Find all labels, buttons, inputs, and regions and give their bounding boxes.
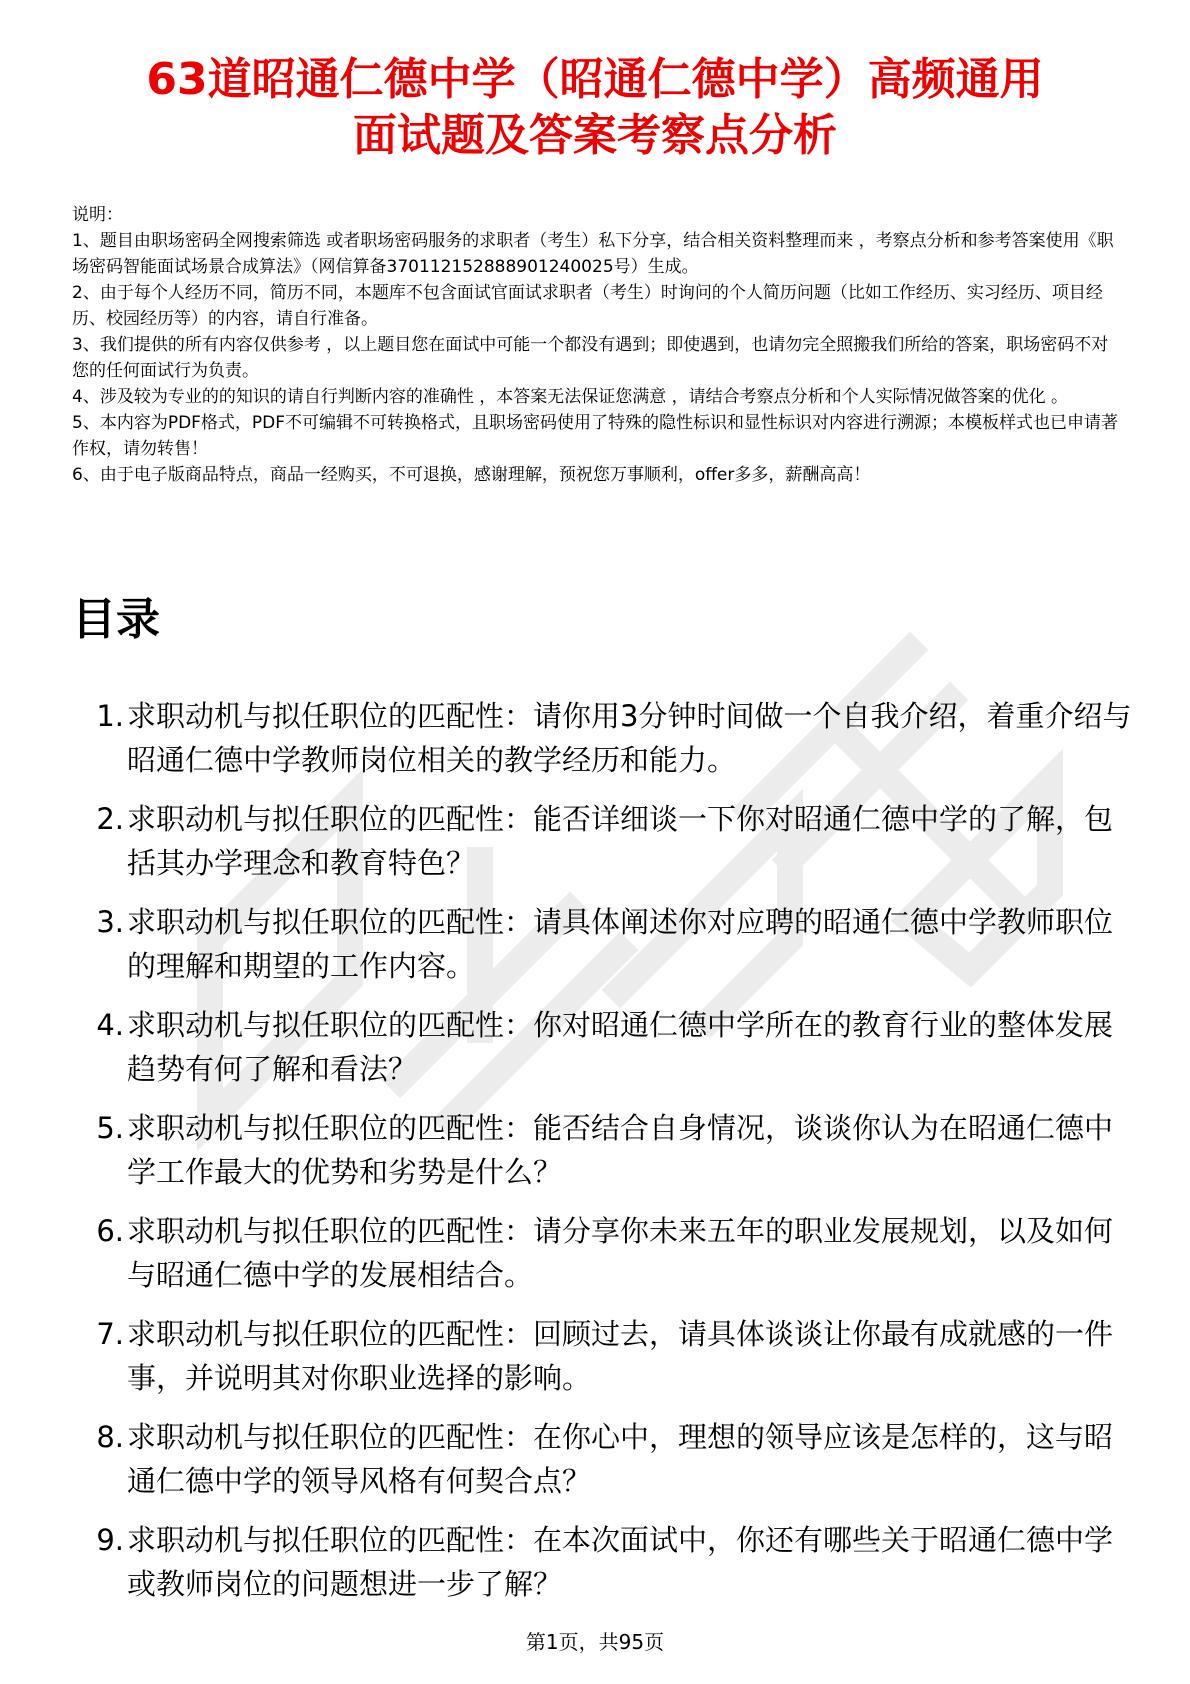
note-item-6: 6、由于电子版商品特点，商品一经购买，不可退换，感谢理解，预祝您万事顺利，offer多多，薪酬高高！ bbox=[72, 465, 871, 485]
document-title bbox=[60, 52, 1130, 164]
toc-item[interactable] bbox=[72, 1106, 1132, 1194]
note-item-5: 5、本内容为PDF格式，PDF不可编辑不可转换格式，且职场密码使用了特殊的隐性标识和显性标识对内容进行溯源；本模板样式也已申请著作权，请勿转售！ bbox=[72, 413, 1119, 459]
toc-item-text: 求职动机与拟任职位的匹配性：回顾过去，请具体谈谈让你最有成就感的一件事，并说明其对你职业选择的影响。 bbox=[127, 1317, 1114, 1395]
toc-item-number: 5. bbox=[96, 1111, 124, 1145]
toc-item[interactable] bbox=[72, 1518, 1132, 1606]
note-item-2: 2、由于每个人经历不同，简历不同，本题库不包含面试官面试求职者（考生）时询问的个人简历问题（比如工作经历、实习经历、项目经历、校园经历等）的内容，请自行准备。 bbox=[72, 283, 1103, 329]
toc-item-text: 求职动机与拟任职位的匹配性：请你用3分钟时间做一个自我介绍，着重介绍与昭通仁德中学教师岗位相关的教学经历和能力。 bbox=[127, 699, 1132, 777]
toc-item-number: 1. bbox=[96, 699, 124, 733]
toc-item-number: 2. bbox=[96, 802, 124, 836]
toc-item-text: 求职动机与拟任职位的匹配性：你对昭通仁德中学所在的教育行业的整体发展趋势有何了解和看法？ bbox=[127, 1008, 1114, 1086]
toc-item-text: 求职动机与拟任职位的匹配性：能否结合自身情况，谈谈你认为在昭通仁德中学工作最大的优势和劣势是什么？ bbox=[127, 1111, 1114, 1189]
document-title-line-2: 面试题及答案考察点分析 bbox=[353, 110, 837, 161]
table-of-contents bbox=[72, 694, 1132, 1621]
toc-item-text: 求职动机与拟任职位的匹配性：请分享你未来五年的职业发展规划，以及如何与昭通仁德中学的发展相结合。 bbox=[127, 1214, 1114, 1292]
toc-item-number: 9. bbox=[96, 1523, 124, 1557]
toc-item-text: 求职动机与拟任职位的匹配性：在你心中，理想的领导应该是怎样的，这与昭通仁德中学的领导风格有何契合点？ bbox=[127, 1420, 1114, 1498]
toc-item[interactable] bbox=[72, 900, 1132, 988]
toc-item[interactable] bbox=[72, 694, 1132, 782]
page-number-footer: 第1页，共95页 bbox=[525, 1630, 665, 1654]
document-title-line-1: 63道昭通仁德中学（昭通仁德中学）高频通用 bbox=[146, 54, 1044, 105]
disclaimer-notes bbox=[72, 202, 1122, 488]
toc-item-number: 3. bbox=[96, 905, 124, 939]
toc-item-number: 6. bbox=[96, 1214, 124, 1248]
toc-item-number: 7. bbox=[96, 1317, 124, 1351]
toc-heading: 目录 bbox=[72, 594, 160, 645]
toc-item-text: 求职动机与拟任职位的匹配性：在本次面试中，你还有哪些关于昭通仁德中学或教师岗位的问题想进一步了解？ bbox=[127, 1523, 1114, 1601]
notes-heading: 说明： bbox=[72, 205, 123, 225]
toc-item-number: 4. bbox=[96, 1008, 124, 1042]
toc-item[interactable] bbox=[72, 1209, 1132, 1297]
toc-item[interactable] bbox=[72, 1415, 1132, 1503]
toc-item-text: 求职动机与拟任职位的匹配性：能否详细谈一下你对昭通仁德中学的了解，包括其办学理念和教育特色？ bbox=[127, 802, 1114, 880]
note-item-3: 3、我们提供的所有内容仅供参考 ，以上题目您在面试中可能一个都没有遇到；即使遇到，也请勿完全照搬我们所给的答案，职场密码不对您的任何面试行为负责。 bbox=[72, 335, 1109, 381]
toc-item[interactable] bbox=[72, 1312, 1132, 1400]
toc-item[interactable] bbox=[72, 797, 1132, 885]
toc-item[interactable] bbox=[72, 1003, 1132, 1091]
toc-item-text: 求职动机与拟任职位的匹配性：请具体阐述你对应聘的昭通仁德中学教师职位的理解和期望的工作内容。 bbox=[127, 905, 1114, 983]
toc-item-number: 8. bbox=[96, 1420, 124, 1454]
note-item-4: 4、涉及较为专业的的知识的请自行判断内容的准确性 ，本答案无法保证您满意 ，请结合考察点分析和个人实际情况做答案的优化 。 bbox=[72, 387, 1069, 407]
note-item-1: 1、题目由职场密码全网搜索筛选 或者职场密码服务的求职者（考生）私下分享，结合相关资料整理而来 ，考察点分析和参考答案使用《职场密码智能面试场景合成算法》（网信算备370112152888901240025号）生成。 bbox=[72, 231, 1114, 277]
